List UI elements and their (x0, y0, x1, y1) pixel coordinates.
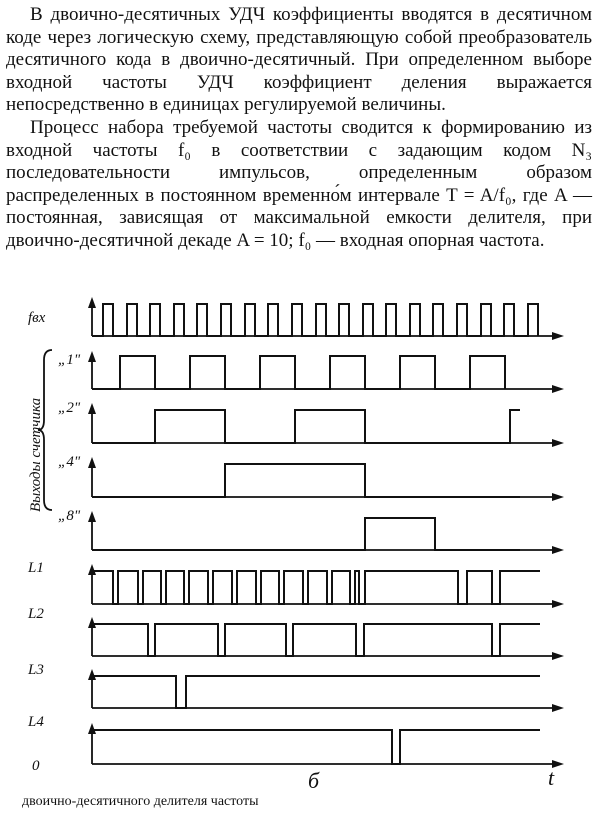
label-out-1: „1" (58, 352, 81, 368)
label-out-2: „2" (58, 400, 81, 416)
label-fin: fвх (28, 310, 46, 326)
signal-out-8 (58, 508, 564, 554)
figure-caption: двоично-десятичного делителя частоты (22, 794, 259, 809)
paragraph-2: Процесс набора требуемой частоты сводится к формированию из входной частоты f₀ в соответствии с задающим кодом N₃ последовательности импульсов, определенным образом распределенных в постоянном временно́м интервале T = A/f₀, где A — постоянная, зависящая от максимальной емкости делителя, при двоично-десятичной декаде A = 10; f₀ — входная опорная частота. (6, 116, 592, 251)
axis-t-label: t (548, 765, 555, 790)
counter-outputs-group (28, 350, 52, 512)
signal-l1 (27, 560, 564, 608)
sub-figure-label: б (308, 768, 320, 790)
signal-l4 (27, 714, 564, 774)
label-l1: L1 (28, 560, 44, 576)
label-counter-outputs: Выходы счетчика (28, 397, 44, 512)
label-l4: L4 (28, 714, 44, 730)
timing-diagram (0, 290, 600, 790)
body-text (6, 4, 592, 253)
signal-l3 (27, 662, 564, 712)
paragraph-1: В двоично-десятичных УДЧ коэффициенты вводятся в десятичном коде через логическую схему, представляющую собой преобразователь десятичного кода в двоично-десятичный. При определенном выборе входной частоты УДЧ коэффициент деления выражается непосредственно в единицах регулируемой величины. (6, 4, 592, 116)
signal-l2 (27, 606, 564, 660)
label-l2: L2 (28, 606, 44, 622)
signal-out-4 (58, 454, 564, 501)
signal-out-1 (58, 351, 564, 393)
label-zero: 0 (32, 758, 40, 774)
label-l3: L3 (28, 662, 44, 678)
signal-out-2 (58, 400, 564, 447)
label-out-4: „4" (58, 454, 81, 470)
signal-fin (28, 297, 564, 340)
label-out-8: „8" (58, 508, 81, 524)
